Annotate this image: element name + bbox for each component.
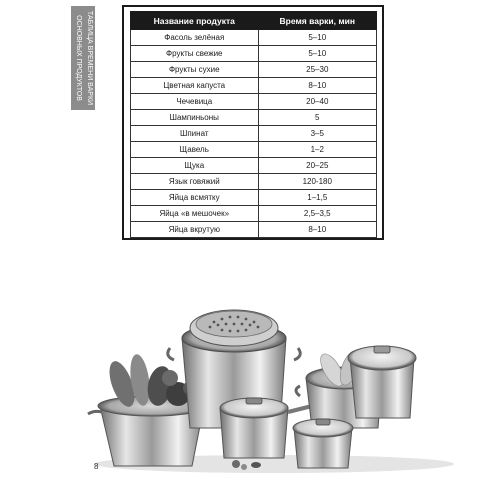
small-pot-front	[293, 419, 353, 468]
table-row	[131, 142, 377, 158]
table-row	[131, 206, 377, 222]
product-name-cell: Фасоль зелёная	[131, 30, 259, 46]
section-tab-line-1: ТАБЛИЦА ВРЕМЕНИ ВАРКИ	[86, 10, 93, 106]
table-row	[131, 174, 377, 190]
product-name-cell: Фрукты свежие	[131, 46, 259, 62]
product-name-cell: Щавель	[131, 142, 259, 158]
cooking-time-cell: 1–1,5	[258, 190, 376, 206]
product-name-cell: Цветная капуста	[131, 78, 259, 94]
cooking-time-cell: 8–10	[258, 222, 376, 238]
pot-with-glass-lid	[348, 346, 416, 418]
table-row	[131, 110, 377, 126]
table-row	[131, 62, 377, 78]
product-name-cell: Щука	[131, 158, 259, 174]
table-row	[131, 30, 377, 46]
cooking-time-table	[130, 11, 377, 238]
table-row	[131, 158, 377, 174]
page-number: 8	[94, 462, 99, 471]
table-row	[131, 126, 377, 142]
cooking-time-cell: 5–10	[258, 30, 376, 46]
cooking-time-cell: 2,5–3,5	[258, 206, 376, 222]
cooking-time-cell: 120-180	[258, 174, 376, 190]
header-cooking-time: Время варки, мин	[258, 12, 376, 30]
cooking-time-cell: 1–2	[258, 142, 376, 158]
table-header-row	[131, 12, 377, 30]
table-row	[131, 46, 377, 62]
table-row	[131, 190, 377, 206]
table-row	[131, 78, 377, 94]
cooking-time-cell: 25–30	[258, 62, 376, 78]
product-name-cell: Шпинат	[131, 126, 259, 142]
table-row	[131, 222, 377, 238]
table-row	[131, 94, 377, 110]
cooking-time-cell: 20–40	[258, 94, 376, 110]
cooking-time-cell: 5–10	[258, 46, 376, 62]
cookware-photo	[74, 278, 500, 474]
product-name-cell: Яйца «в мешочек»	[131, 206, 259, 222]
cooking-time-cell: 20–25	[258, 158, 376, 174]
product-name-cell: Яйца вкрутую	[131, 222, 259, 238]
section-tab-line-2: ОСНОВНЫХ ПРОДУКТОВ	[75, 15, 82, 101]
cooking-time-table-frame	[122, 5, 384, 240]
product-name-cell: Фрукты сухие	[131, 62, 259, 78]
cooking-time-cell: 5	[258, 110, 376, 126]
section-tab-title	[71, 6, 95, 110]
cooking-time-cell: 8–10	[258, 78, 376, 94]
cooking-time-cell: 3–5	[258, 126, 376, 142]
section-tab	[71, 6, 95, 110]
header-product-name: Название продукта	[131, 12, 259, 30]
product-name-cell: Яйца всмятку	[131, 190, 259, 206]
product-name-cell: Чечевица	[131, 94, 259, 110]
product-name-cell: Язык говяжий	[131, 174, 259, 190]
product-name-cell: Шампиньоны	[131, 110, 259, 126]
